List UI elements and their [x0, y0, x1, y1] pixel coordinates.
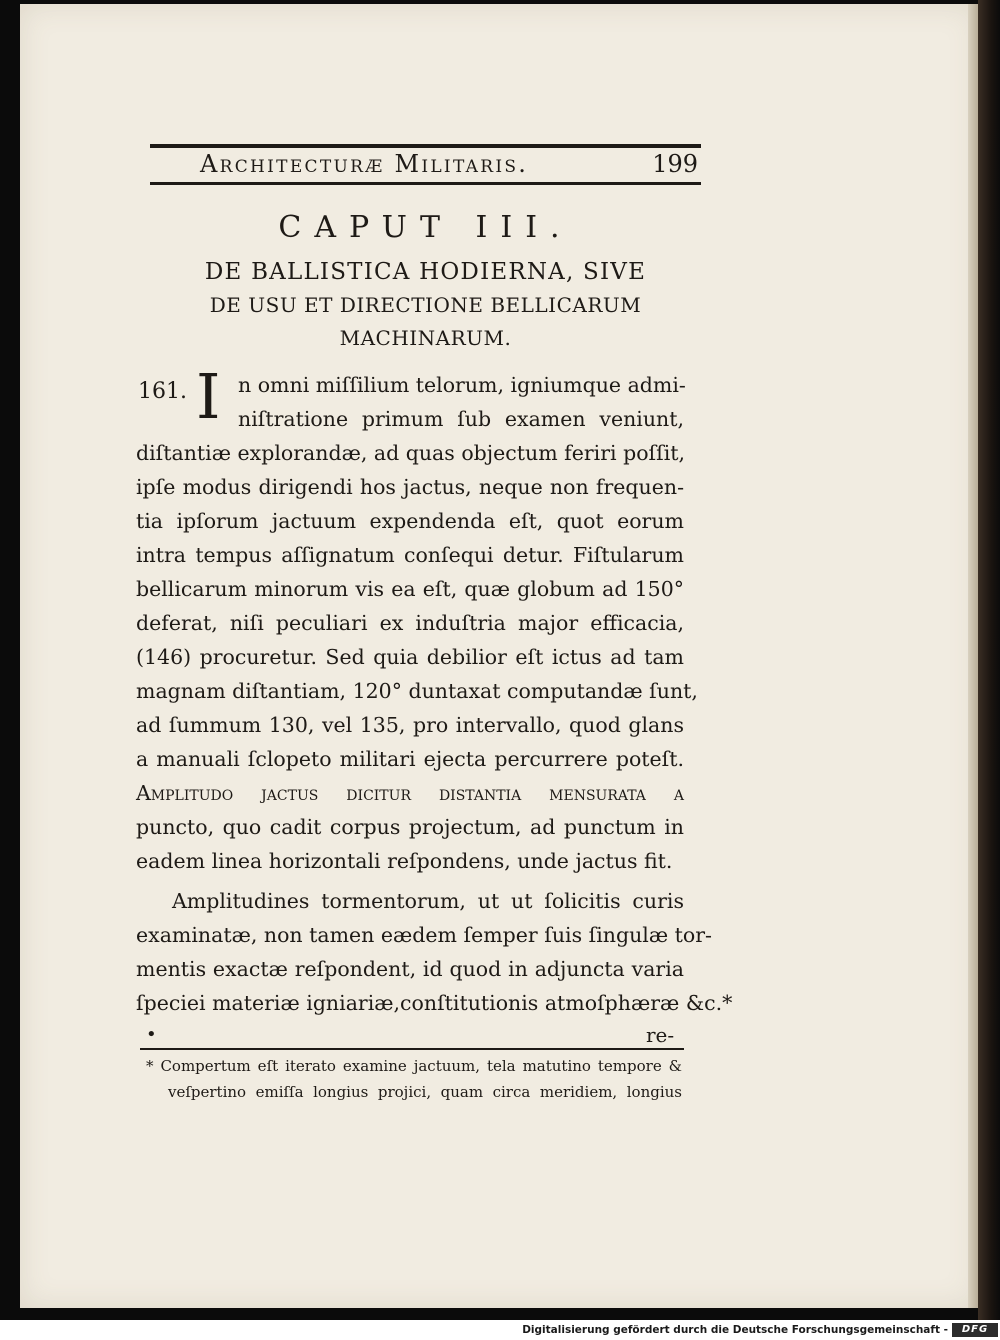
text-line: bellicarum minorum vis ea eſt, quæ globum ad 150° [136, 577, 684, 601]
text-line: n omni miſſilium telorum, igniumque admi- [238, 373, 686, 397]
paragraph-number: 161. [138, 379, 187, 404]
text-line: eadem linea horizontali reſpondens, unde jactus fit. [136, 849, 673, 873]
text-line: magnam diſtantiam, 120° duntaxat computandæ ſunt, [136, 679, 698, 703]
digitization-credit: Digitalisierung gefördert durch die Deutsche Forschungsgemeinschaft - [522, 1324, 948, 1336]
subtitle-line: MACHINARUM. [339, 326, 512, 350]
book-spine [978, 0, 1000, 1320]
drop-cap: I [196, 360, 221, 433]
text-line: Amplitudo jactus dicitur diſtantia menſurata a [136, 781, 684, 805]
footnote-line: * Compertum eſt iterato examine jactuum, tela matutino tempore & [146, 1057, 682, 1075]
running-head [150, 148, 701, 180]
catchword: re- [646, 1023, 675, 1047]
page-number: 199 [652, 150, 698, 178]
footnote-rule [140, 1048, 684, 1050]
footnote-line: veſpertino emiſſa longius projici, quam circa meridiem, longius [168, 1083, 682, 1101]
text-line: intra tempus aſſignatum conſequi detur. Fiſtularum [136, 543, 684, 567]
header-bottom-rule [150, 182, 701, 185]
dfg-logo: DFG [952, 1323, 998, 1337]
text-line: examinatæ, non tamen eædem ſemper ſuis ſingulæ tor- [136, 923, 712, 947]
subtitle-line: DE USU ET DIRECTIONE BELLICARUM [209, 293, 642, 317]
text-line: ſpeciei materiæ igniariæ,conſtitutionis atmoſphæræ &c.* [136, 991, 733, 1015]
running-title: Architecturæ Militaris. [200, 150, 529, 178]
text-line: tia ipſorum jactuum expendenda eſt, quot eorum [136, 509, 684, 533]
text-line: ad ſummum 130, vel 135, pro intervallo, quod glans [136, 713, 684, 737]
text-line: mentis exactæ reſpondent, id quod in adjuncta varia [136, 957, 684, 981]
subtitle-line: DE BALLISTICA HODIERNA, SIVE [204, 259, 647, 285]
text-line: diſtantiæ explorandæ, ad quas objectum feriri poſſit, [136, 441, 686, 465]
catchword-mark: • [146, 1024, 157, 1045]
text-line: (146) procuretur. Sed quia debilior eſt ictus ad tam [136, 645, 684, 669]
chapter-subtitle [140, 256, 711, 355]
page-edge [968, 4, 978, 1308]
text-line: ipſe modus dirigendi hos jactus, neque non frequen- [136, 475, 684, 499]
text-line: puncto, quo cadit corpus projectum, ad punctum in [136, 815, 684, 839]
text-line: deferat, niſi peculiari ex induſtria major efficacia, [136, 611, 684, 635]
chapter-title: CAPUT III. [278, 210, 573, 245]
text-line: niſtratione primum ſub examen veniunt, [238, 407, 684, 431]
text-line: a manuali ſclopeto militari ejecta percurrere poteſt. [136, 747, 684, 771]
text-line: Amplitudines tormentorum, ut ut ſolicitis curis [172, 889, 684, 913]
